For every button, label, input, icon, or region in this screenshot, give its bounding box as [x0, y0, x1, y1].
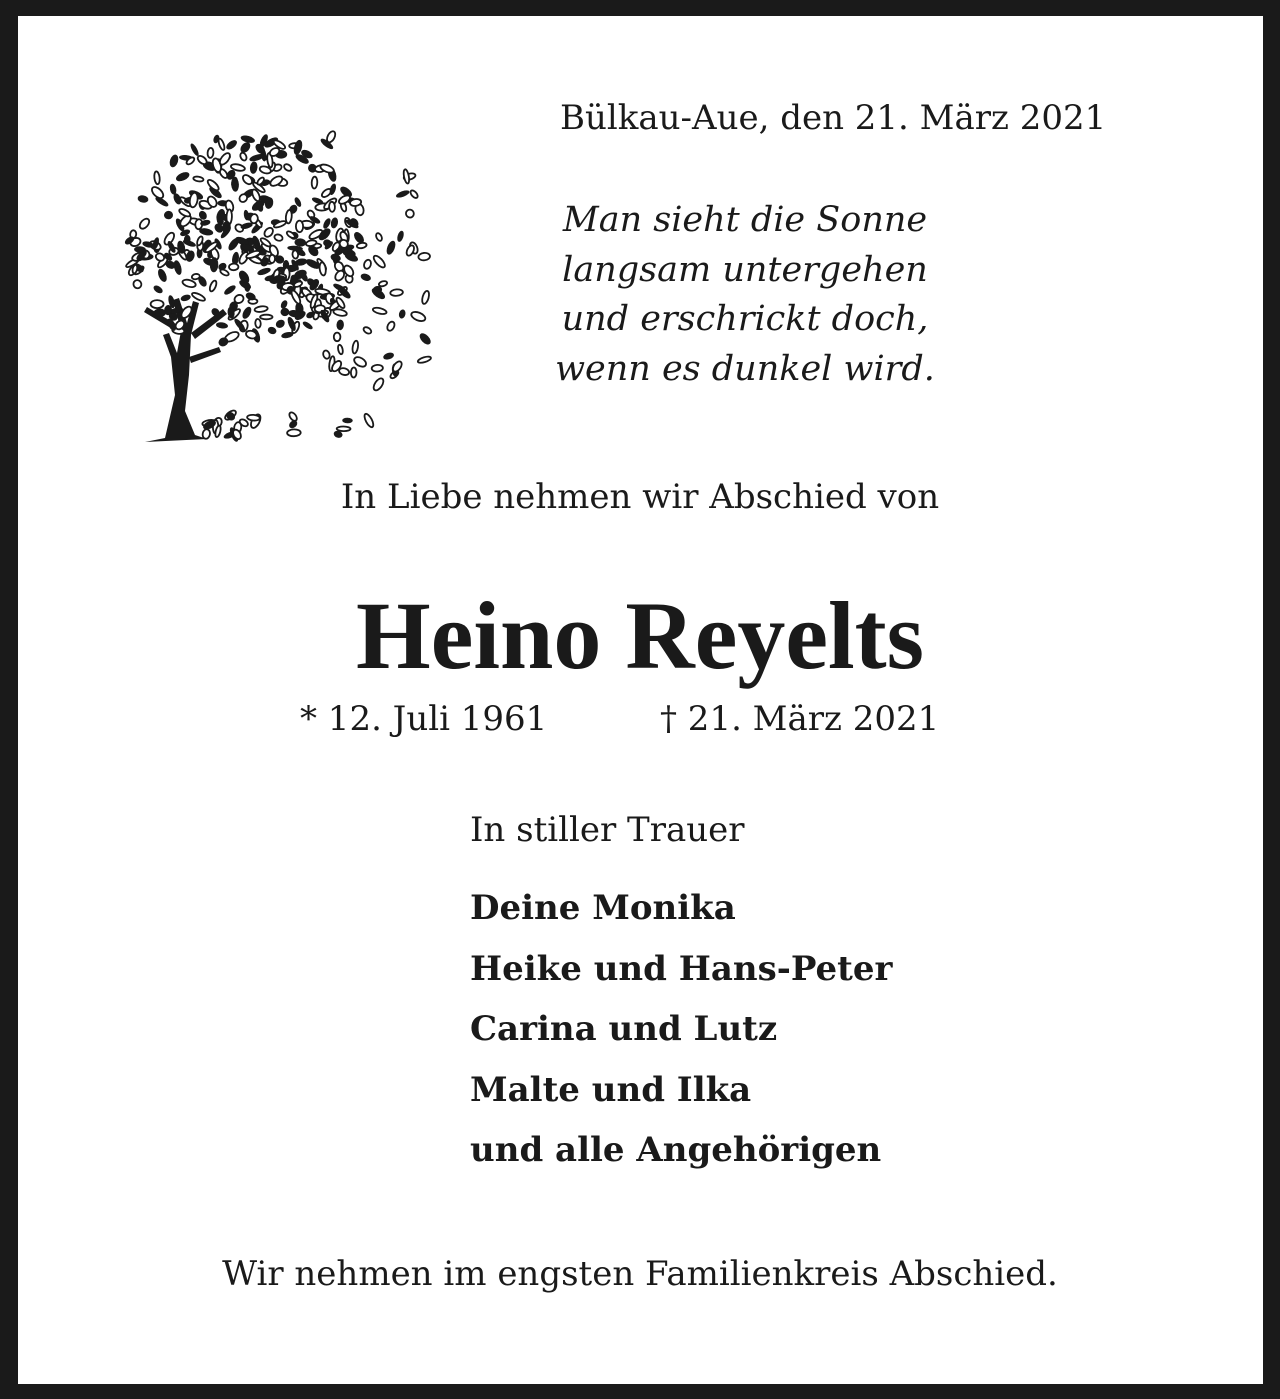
- leaf: [337, 344, 343, 354]
- mourner: und alle Angehörigen: [470, 1130, 882, 1170]
- leaf: [178, 207, 191, 217]
- leaf: [294, 238, 306, 247]
- leaf: [296, 221, 303, 233]
- leaf: [417, 355, 431, 364]
- leaf: [404, 208, 415, 219]
- leaf: [383, 352, 395, 361]
- deceased-name: Heino Reyelts: [356, 582, 924, 689]
- leaf: [257, 267, 271, 276]
- leaf: [352, 355, 367, 369]
- death-date: † 21. März 2021: [660, 699, 940, 739]
- leaf: [225, 139, 238, 151]
- leaf: [137, 195, 148, 203]
- leaf: [199, 227, 214, 236]
- leaf: [395, 189, 409, 199]
- leaf: [132, 279, 143, 290]
- leaf: [274, 233, 284, 242]
- leaf: [334, 333, 341, 342]
- tree-icon: [95, 95, 440, 450]
- leaf: [398, 309, 406, 319]
- leaf: [333, 308, 348, 317]
- leaf: [254, 306, 268, 313]
- leaf: [285, 210, 292, 224]
- leaf: [325, 130, 337, 144]
- leaf: [372, 307, 387, 316]
- leaf: [180, 294, 191, 302]
- leaf: [218, 151, 232, 166]
- leaf: [184, 235, 191, 244]
- leaf: [396, 230, 404, 242]
- leaf: [409, 189, 419, 199]
- place-and-date: Bülkau-Aue, den 21. März 2021: [560, 98, 1107, 138]
- leaf: [217, 138, 225, 151]
- leaf: [206, 178, 220, 192]
- leaf: [319, 262, 327, 276]
- leaf: [202, 429, 211, 440]
- leaf: [154, 309, 166, 317]
- leaf: [239, 152, 248, 162]
- tree-leaves: [124, 130, 432, 443]
- leaf: [352, 340, 359, 354]
- leaf: [154, 171, 161, 184]
- poem-line: und erschrickt doch,: [561, 299, 929, 339]
- leaf: [240, 134, 255, 143]
- leaf: [322, 218, 331, 230]
- leaf: [421, 290, 430, 305]
- leaf: [405, 244, 415, 257]
- leaf: [403, 169, 410, 184]
- leaf: [193, 176, 204, 182]
- leaf: [418, 252, 430, 261]
- leaf: [241, 173, 254, 186]
- leaf: [390, 289, 403, 296]
- leaf: [360, 273, 372, 282]
- mourner: Heike und Hans-Peter: [470, 948, 893, 989]
- leaf: [330, 217, 338, 229]
- leaf: [175, 171, 190, 183]
- leaf: [410, 310, 427, 323]
- leaf: [241, 306, 253, 320]
- leaf: [311, 177, 317, 189]
- leaf: [338, 367, 350, 376]
- closing-note: Wir nehmen im engsten Familienkreis Abschied.: [222, 1254, 1058, 1294]
- leaf: [386, 320, 396, 331]
- leaf: [362, 326, 372, 335]
- leaf: [153, 284, 164, 294]
- leaf: [247, 414, 260, 421]
- leaf: [250, 161, 258, 174]
- leaf: [372, 254, 387, 269]
- leaf: [173, 260, 183, 276]
- mourning-label: In stiller Trauer: [470, 810, 745, 850]
- leaf: [216, 322, 228, 329]
- poem-line: Man sieht die Sonne: [562, 200, 928, 240]
- leaf: [418, 332, 432, 346]
- leaf: [275, 318, 286, 329]
- leaf: [269, 255, 275, 264]
- leaf: [292, 250, 298, 259]
- farewell-intro: In Liebe nehmen wir Abschied von: [340, 477, 940, 517]
- leaf: [208, 280, 217, 293]
- leaf: [240, 222, 253, 230]
- leaf: [223, 284, 237, 296]
- leaf: [191, 291, 206, 302]
- mourners-list: [470, 878, 892, 1181]
- leaf: [189, 143, 199, 157]
- leaf: [337, 426, 351, 431]
- leaf: [151, 300, 164, 308]
- leaf: [267, 326, 277, 335]
- poem-line: langsam untergehen: [562, 249, 928, 290]
- leaf: [385, 240, 396, 256]
- leaf: [363, 259, 372, 270]
- leaf: [329, 183, 337, 195]
- leaf: [287, 429, 301, 436]
- leaf: [378, 280, 387, 287]
- mourner: Carina und Lutz: [470, 1009, 778, 1049]
- leaf: [157, 268, 168, 283]
- leaf: [372, 377, 386, 392]
- leaf: [255, 319, 261, 328]
- leaf: [302, 321, 313, 331]
- leaf: [391, 360, 403, 373]
- leaf: [207, 148, 214, 158]
- birth-date: * 12. Juli 1961: [300, 699, 548, 739]
- leaf: [169, 184, 177, 195]
- leaf: [281, 308, 289, 316]
- leaf: [167, 240, 177, 253]
- leaf: [169, 154, 180, 168]
- leaf: [280, 300, 288, 310]
- leaf: [342, 418, 352, 423]
- leaf: [229, 263, 239, 270]
- leaf: [196, 154, 208, 165]
- leaf: [336, 320, 343, 330]
- leaf: [164, 211, 173, 220]
- leaf: [138, 217, 151, 230]
- mourner: Malte und Ilka: [470, 1069, 752, 1110]
- leaf: [322, 350, 331, 360]
- leaf: [260, 315, 272, 320]
- leaf: [250, 214, 259, 224]
- leaf: [150, 185, 165, 200]
- leaf: [263, 226, 275, 238]
- leaf: [283, 163, 293, 172]
- leaf: [281, 331, 293, 338]
- leaf: [249, 153, 265, 162]
- leaf: [375, 232, 383, 242]
- leaf: [351, 367, 357, 377]
- leaf: [286, 230, 296, 239]
- leaf: [329, 202, 335, 212]
- poem-line: wenn es dunkel wird.: [555, 348, 935, 389]
- mourner: Deine Monika: [470, 888, 736, 928]
- leaf: [371, 365, 383, 372]
- poem: [500, 196, 990, 394]
- leaf: [363, 413, 375, 429]
